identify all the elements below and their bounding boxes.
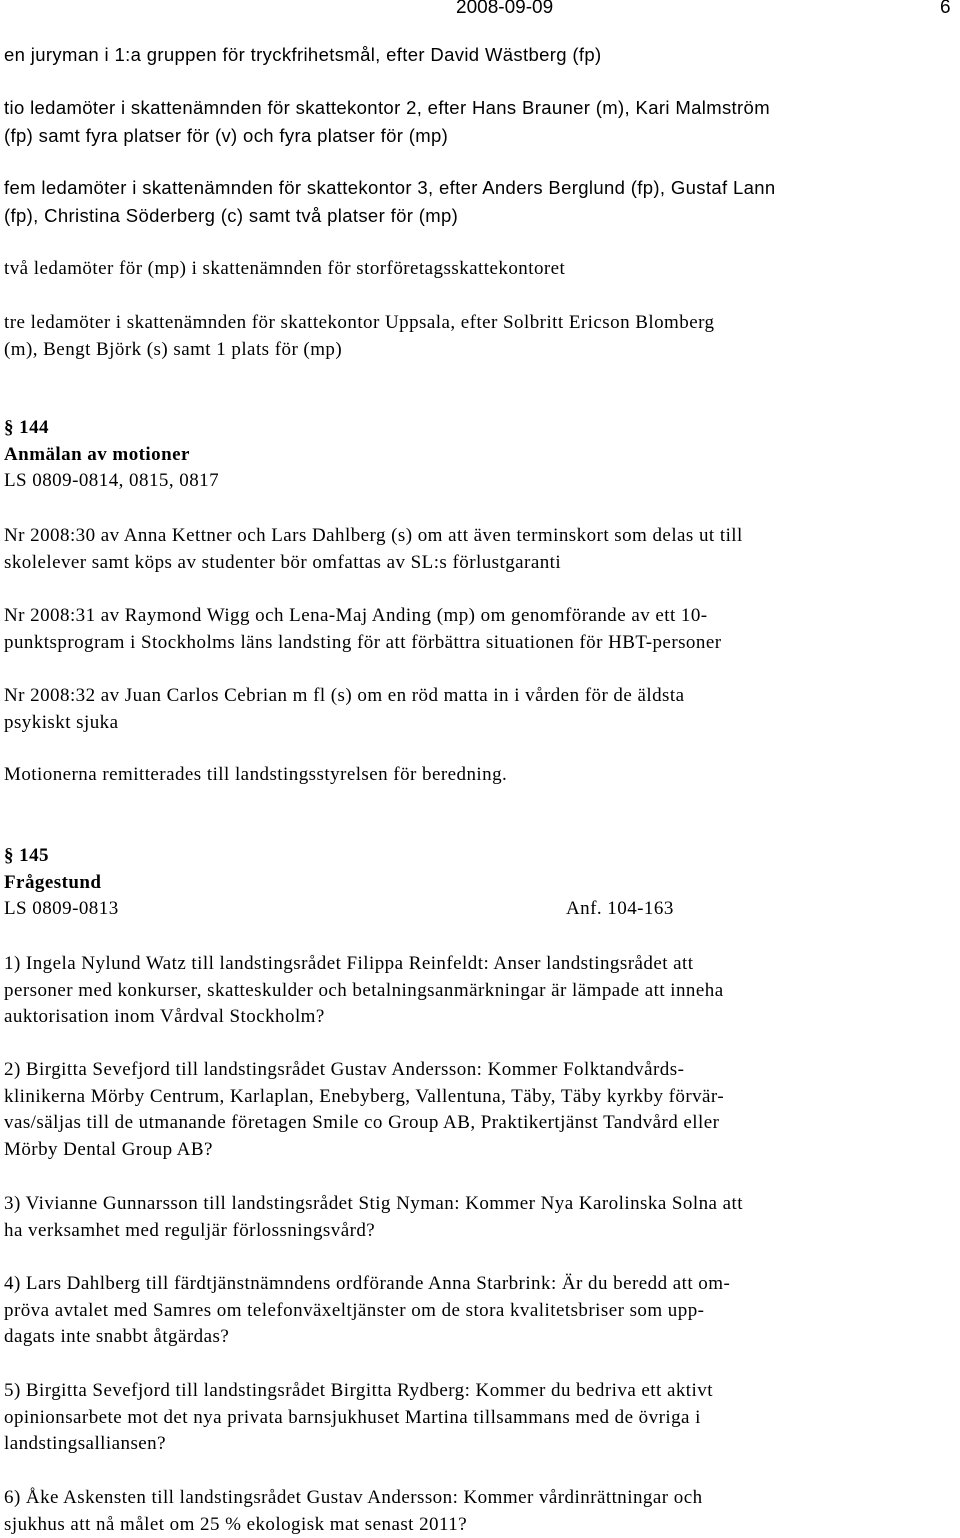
question-item [4, 1485, 956, 1538]
section-reference: LS 0809-0813 [4, 898, 119, 919]
section-sign: § [4, 845, 14, 866]
question-line: 2) Birgitta Sevefjord till landstingsrådet Gustav Andersson: Kommer Folktandvårds- [4, 1059, 685, 1080]
question-line: opinionsarbete mot det nya privata barnsjukhuset Martina tillsammans med de övriga i [4, 1406, 701, 1428]
question-line: ha verksamhet med reguljär förlossningsvård? [4, 1219, 376, 1241]
question-line: landstingsalliansen? [4, 1433, 167, 1454]
section-number: 144 [19, 417, 50, 438]
question-line: auktorisation inom Vårdval Stockholm? [4, 1006, 325, 1027]
question-line: Mörby Dental Group AB? [4, 1138, 213, 1160]
motion-line: Nr 2008:30 av Anna Kettner och Lars Dahlberg (s) om att även terminskort som delas ut till [4, 525, 743, 546]
header-date: 2008-09-09 [456, 0, 554, 18]
section-sign: § [4, 417, 14, 438]
section-144-heading [4, 415, 956, 495]
page-header [0, 0, 960, 20]
question-line: pröva avtalet med Samres om telefonväxeltjänster om de stora kvalitetsbriser som upp- [4, 1299, 705, 1321]
election-line: en juryman i 1:a gruppen för tryckfrihetsmål, efter David Wästberg (fp) [4, 44, 602, 65]
question-item [4, 1191, 956, 1244]
election-item [4, 310, 956, 363]
election-item [4, 175, 956, 230]
motion-item [4, 603, 956, 656]
election-line: två ledamöter för (mp) i skattenämnden för storföretagsskattekontoret [4, 258, 566, 279]
question-item [4, 1378, 956, 1458]
question-line: 3) Vivianne Gunnarsson till landstingsrådet Stig Nyman: Kommer Nya Karolinska Solna att [4, 1193, 743, 1214]
question-line: 1) Ingela Nylund Watz till landstingsrådet Filippa Reinfeldt: Anser landstingsrådet att [4, 953, 694, 974]
motion-line: skolelever samt köps av studenter bör omfattas av SL:s förlustgaranti [4, 551, 562, 573]
annex-reference: Anf. 104-163 [566, 898, 674, 919]
question-line: personer med konkurser, skatteskulder och betalningsanmärkningar är lämpade att inneha [4, 979, 724, 1001]
section-number: 145 [19, 845, 50, 866]
motion-line: Motionerna remitterades till landstingsstyrelsen för beredning. [4, 764, 508, 785]
election-line: fem ledamöter i skattenämnden för skattekontor 3, efter Anders Berglund (fp), Gustaf Lann [4, 177, 776, 198]
page-number: 6 [940, 0, 951, 18]
election-item [4, 42, 956, 70]
motion-line: Nr 2008:31 av Raymond Wigg och Lena-Maj Anding (mp) om genomförande av ett 10- [4, 605, 708, 626]
question-line: sjukhus att nå målet om 25 % ekologisk mat senast 2011? [4, 1513, 468, 1535]
election-line: (fp) samt fyra platser för (v) och fyra platser för (mp) [4, 124, 449, 146]
section-145-heading [4, 843, 956, 923]
section-title: Anmälan av motioner [4, 443, 190, 465]
question-line: 5) Birgitta Sevefjord till landstingsrådet Birgitta Rydberg: Kommer du bedriva ett aktivt [4, 1380, 713, 1401]
election-line: tre ledamöter i skattenämnden för skattekontor Uppsala, efter Solbritt Ericson Blomberg [4, 312, 715, 333]
motion-line: punktsprogram i Stockholms läns landsting för att förbättra situationen för HBT-personer [4, 631, 722, 653]
section-reference: LS 0809-0814, 0815, 0817 [4, 470, 220, 491]
motion-decision [4, 762, 956, 789]
question-item [4, 1057, 956, 1163]
motion-line: Nr 2008:32 av Juan Carlos Cebrian m fl (s) om en röd matta in i vården för de äldsta [4, 685, 685, 706]
section-title: Frågestund [4, 871, 102, 893]
question-line: dagats inte snabbt åtgärdas? [4, 1326, 230, 1347]
election-line: tio ledamöter i skattenämnden för skattekontor 2, efter Hans Brauner (m), Kari Malmström [4, 97, 770, 118]
question-item [4, 951, 956, 1031]
election-item [4, 95, 956, 150]
question-line: vas/säljas till de utmanande företagen Smile co Group AB, Praktikertjänst Tandvård eller [4, 1112, 720, 1133]
election-line: (m), Bengt Björk (s) samt 1 plats för (mp) [4, 338, 343, 360]
question-item [4, 1271, 956, 1351]
question-line: klinikerna Mörby Centrum, Karlaplan, Enebyberg, Vallentuna, Täby, Täby kyrkby förvär- [4, 1085, 725, 1107]
election-item [4, 256, 956, 283]
question-line: 6) Åke Askensten till landstingsrådet Gustav Andersson: Kommer vårdinrättningar och [4, 1487, 703, 1508]
motion-item [4, 683, 956, 736]
motion-line: psykiskt sjuka [4, 711, 119, 733]
question-line: 4) Lars Dahlberg till färdtjänstnämndens ordförande Anna Starbrink: Är du beredd att om- [4, 1273, 731, 1294]
motion-item [4, 523, 956, 576]
election-line: (fp), Christina Söderberg (c) samt två platser för (mp) [4, 204, 459, 226]
